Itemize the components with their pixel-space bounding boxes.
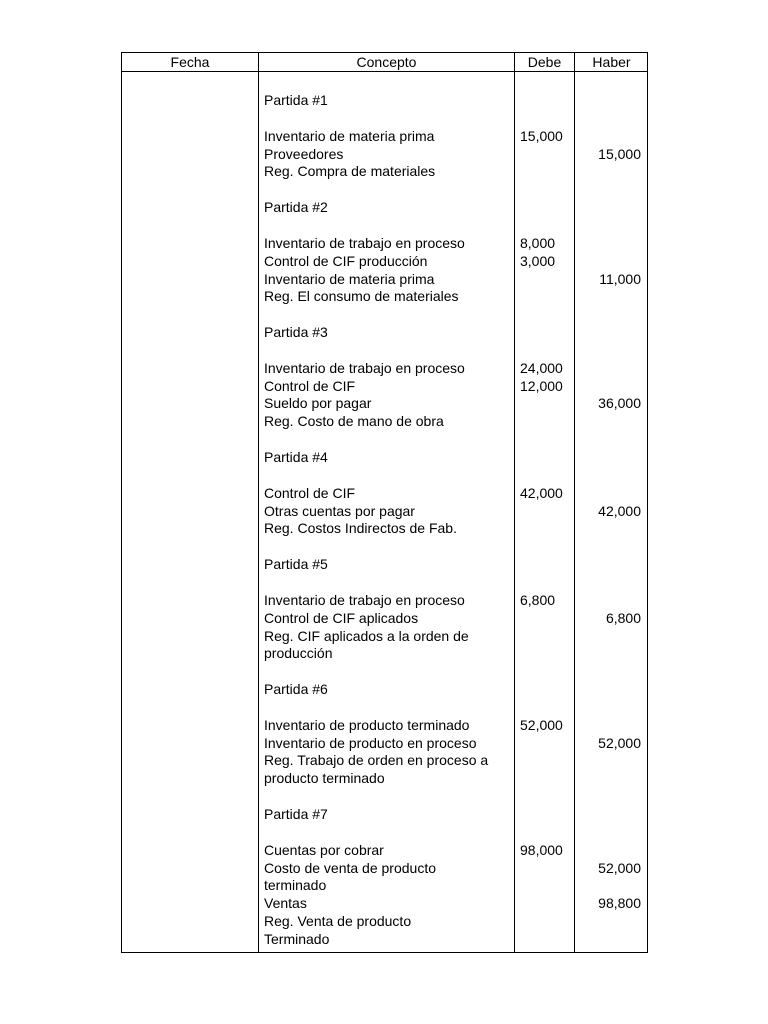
haber-amount: 98,800 xyxy=(598,895,641,912)
entry-heading: Partida #7 xyxy=(264,806,328,822)
concept-line: Inventario de materia prima xyxy=(264,270,435,287)
haber-amount: 6,800 xyxy=(605,609,641,626)
entry-heading: Partida #1 xyxy=(264,92,328,108)
concept-line: Control de CIF xyxy=(264,484,356,501)
debe-amount: 42,000 xyxy=(520,484,563,501)
header-debe: Debe xyxy=(527,54,562,70)
concept-line: Control de CIF producción xyxy=(264,252,428,269)
debe-amount: 12,000 xyxy=(520,377,563,394)
concept-line: Ventas xyxy=(264,895,307,912)
debe-amount: 3,000 xyxy=(520,252,556,269)
concept-line: producto terminado xyxy=(264,770,385,787)
concept-line: Reg. El consumo de materiales xyxy=(264,288,459,305)
haber-amount: 52,000 xyxy=(598,859,641,876)
concept-line: Sueldo por pagar xyxy=(264,395,372,412)
concept-line: Proveedores xyxy=(264,145,344,162)
concept-line: Otras cuentas por pagar xyxy=(264,502,415,519)
debe-amount: 98,000 xyxy=(520,841,563,858)
concept-line: Control de CIF aplicados xyxy=(264,609,419,626)
column-divider xyxy=(574,53,575,952)
entry-heading: Partida #4 xyxy=(264,449,328,465)
entry-heading: Partida #2 xyxy=(264,199,328,216)
debe-amount: 15,000 xyxy=(520,127,563,144)
haber-amount: 52,000 xyxy=(598,734,641,751)
haber-amount: 36,000 xyxy=(598,395,641,412)
concept-line: Reg. Costos Indirectos de Fab. xyxy=(264,520,457,537)
entry-heading: Partida #6 xyxy=(264,681,328,698)
concept-line: Inventario de materia prima xyxy=(264,127,435,144)
concept-line: Reg. Venta de producto xyxy=(264,913,412,930)
header-divider xyxy=(122,71,647,72)
debe-amount: 24,000 xyxy=(520,359,563,376)
concept-line: Reg. Costo de mano de obra xyxy=(264,413,444,430)
concept-line: Costo de venta de producto xyxy=(264,859,437,876)
column-divider xyxy=(514,53,515,952)
haber-amount: 15,000 xyxy=(598,145,641,162)
concept-line: terminado xyxy=(264,877,327,894)
concept-line: Inventario de trabajo en proceso xyxy=(264,359,465,376)
journal-table xyxy=(121,52,648,953)
concept-line: Control de CIF xyxy=(264,377,356,394)
concept-line: Cuentas por cobrar xyxy=(264,841,384,858)
debe-amount: 8,000 xyxy=(520,234,556,251)
haber-amount: 11,000 xyxy=(599,270,641,287)
debe-amount: 52,000 xyxy=(520,716,563,733)
concept-line: producción xyxy=(264,645,333,662)
concept-line: Inventario de producto en proceso xyxy=(264,734,477,751)
haber-amount: 42,000 xyxy=(598,502,641,519)
concept-line: Inventario de trabajo en proceso xyxy=(264,234,465,251)
concept-line: Reg. Trabajo de orden en proceso a xyxy=(264,752,489,769)
concept-line: Reg. CIF aplicados a la orden de xyxy=(264,627,469,644)
concept-line: Inventario de producto terminado xyxy=(264,716,470,733)
header-concepto: Concepto xyxy=(356,54,417,70)
concept-line: Reg. Compra de materiales xyxy=(264,163,436,180)
column-divider xyxy=(258,53,259,952)
concept-line: Terminado xyxy=(264,930,330,947)
debe-amount: 6,800 xyxy=(520,591,556,608)
header-haber: Haber xyxy=(592,54,631,70)
header-fecha: Fecha xyxy=(170,54,210,70)
entry-heading: Partida #5 xyxy=(264,556,328,573)
concept-line: Inventario de trabajo en proceso xyxy=(264,591,465,608)
entry-heading: Partida #3 xyxy=(264,324,328,341)
